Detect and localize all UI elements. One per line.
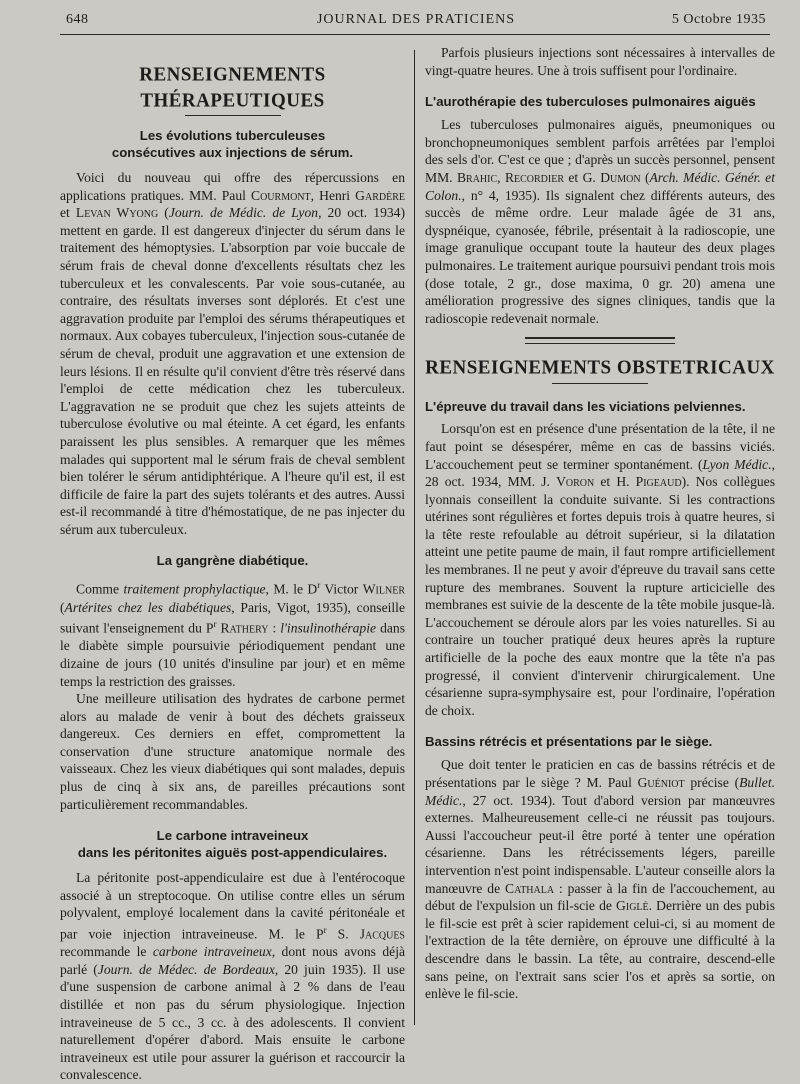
article-title-line-2: dans les péritonites aiguës post-appendiculaires.: [77, 845, 388, 861]
article-title-carbone: [60, 827, 405, 861]
running-head: [66, 12, 766, 32]
article-title-aurotherapie: L'aurothérapie des tuberculoses pulmonaires aiguës: [425, 94, 756, 110]
column-rule: [414, 50, 415, 1025]
right-column: [425, 44, 775, 1003]
left-column: [60, 44, 405, 1084]
article-title-tuberculeuses: [60, 127, 405, 161]
paragraph-bassins: Que doit tenter le praticien en cas de bassins rétrécis et de présentations par le siège ? M. Paul Guéniot précise (Bullet. Médic., 27 oct. 1934). Tout d'abord version par manœuvres externes. Malheureusement celle-ci ne réussit pas toujours. Aussi l'accoucheur peut-il être porté à tenter une opération césarienne. Dans les rétrécissements légers, pareille intervention n'est point indispensable. L'auteur conseille alors la manœuvre de Cathala : passer à la fin de l'accouchement, au début de l'expulsion un fil-scie de Giglé. Derrière un des pubis le fil-scie est prêt à scier rapidement celui-ci, si au moment de l'extraction de la tête dernière, on éprouve une difficulté à la descendre dans le bassin. La tête, au contraire, descend-elle sans peine, on l'extrait sans scier l'os et après sa sortie, on enlève le fil-scie.: [425, 757, 775, 1002]
paragraph-gangrene-2: Une meilleure utilisation des hydrates de carbone permet alors au malade de venir à bout des déchets graisseux dangereux. Ces derniers en effet, compromettent la conservation d'une structure anatomique normale des vaisseaux. Chez les vieux diabétiques qui sont malades, depuis plus de cinq à six ans, de pareilles précautions sont particulièrement recommandables.: [60, 691, 405, 812]
article-title-epreuve: L'épreuve du travail dans les viciations pelviennes.: [425, 399, 746, 415]
journal-title: JOURNAL DES PRATICIENS: [316, 12, 516, 27]
section-title-therapeutiques: RENSEIGNEMENTS THÉRAPEUTIQUES: [139, 63, 326, 112]
issue-date: 5 Octobre 1935: [671, 12, 766, 27]
paragraph-aurotherapie: Les tuberculoses pulmonaires aiguës, pneumoniques ou bronchopneumoniques semblent parfois arrêtées par l'emploi des sels d'or. C'est ce que ; d'après un succès personnel, pensent MM. Brahic, Recordier et G. Dumon (Arch. Médic. Génér. et Colon., n° 4, 1935). Ils signalent chez différents auteurs, des succès de même ordre. Leur malade âgée de 31 ans, dyspnéique, cyanosée, fébrile, présentait à la radioscopie, une image granulique occupant toute la hauteur des deux plages pulmonaires. Le traitement aurique poursuivi pendant trois mois (dose totale, 2 gr., dose maxima, 0 gr. 20) amena une amélioration progressive des signes cliniques, tandis que la radioscopie redevenait normale.: [425, 117, 775, 326]
article-title-line-1: Le carbone intraveineux: [156, 828, 309, 844]
paragraph-tuberculeuses: Voici du nouveau qui offre des répercussions en applications pratiques. MM. Paul Courmont, Henri Gardère et Levan Wyong (Journ. de Médic. de Lyon, 20 oct. 1934) mettent en garde. Il est dangereux d'injecter du sérum dans le traitement des hémoptysies. L'absorption par voie buccale de sérum frais de cheval donne d'excellents résultats chez les tuberculeux et les convalescents. Par voie sous-cutanée, au contraire, des résultats inverses sont déplorés. Et c'est une aggravation produite par l'emploi des sérums thérapeutiques et normaux. Aux cobayes tuberculeux, l'injection sous-cutanée de sérum de cheval, produit une aggravation et une extension de leurs lésions. Il en résulte qu'il convient d'être très réservé dans l'emploi de cette médication chez les tuberculeux. L'aggravation ne se produit que chez les sujets atteints de tuberculose évolutive ou mal éteinte. A cet égard, les enfants paraissent les plus sensibles. A remarquer que les mêmes malades qui supportent mal le sérum frais de cheval semblent bien tolérer le sérum antidiphtérique. A l'heure qu'il est, il est difficile de faire la part des sujets tolérants et des autres. Aussi est-il recommandé à titre d'hémostatique, de ne pas injecter du sérum aux tuberculeux.: [60, 170, 405, 537]
paragraph-carbone: La péritonite post-appendiculaire est due à l'entérocoque associé à un streptocoque. On utilise contre elles un sérum polyvalent, employé localement dans la cavité péritonéale et par voie injection intraveineuse. M. le $P^r$ S. Jacques recommande le carbone intraveineux, dont nous avons déjà parlé (Journ. de Médec. de Bordeaux, 20 juin 1935). Il use d'une suspension de carbone animal à 2 % dans de l'eau distillée et non pas du sérum physiologique. Injection intraveineuse de 5 cc., 3 cc. à des adolescents. Il convient naturellement d'opérer d'abord. Mais ensuite le carbone intraveineux est utile pour assurer la guérison et raccourcir la convalescence.: [60, 870, 406, 1083]
paragraph-epreuve: Lorsqu'on est en présence d'une présentation de la tête, il ne faut point se désespérer, même en cas de bassins viciés. L'accouchement peut se terminer spontanément. (Lyon Médic., 28 oct. 1934, MM. J. Voron et H. Pigeaud). Nos collègues lyonnais conseillent la conduite suivante. Si les contractions utérines sont régulières et fortes depuis trois à quatre heures, si la tête reste refoulable au détroit supérieur, si la dilatation atteint une petite paume de main, il faut rompre artificiellement les membranes. Il ne peut y avoir d'épreuve du travail sans cette rupture des membranes. Souvent la rupture articicielle des membranes est suivie de la descente de la tête mobile jusque-là. L'accouchement se déroule alors par les voies naturelles. Si au contraire un toucher pratiqué deux heures après la rupture artificielle de la poche des eaux montre que la tête n'a pas progressé, il convient d'intervenir chirurgicalement. Une césarienne supra-symphysaire est, pour l'ordinaire, l'opération de choix.: [425, 421, 775, 718]
section-separator-rule: [525, 337, 675, 344]
article-title-bassins: Bassins rétrécis et présentations par le siège.: [425, 734, 713, 750]
paragraph-gangrene-1: Comme traitement prophylactique, M. le $D^r$ Victor Wilner (Artérites chez les diabétiques, Paris, Vigot, 1935), conseille suivant l'enseignement du $P^r$ Rathery : l'insulinothérapie dans le diabète simple poursuivie périodiquement pendant une dizaine de jours (10 unités d'insuline par jour) et en même temps la restriction des graisses.: [60, 580, 405, 689]
article-title-line-1: Les évolutions tuberculeuses: [139, 128, 326, 143]
article-title-gangrene: La gangrène diabétique.: [156, 553, 309, 569]
article-title-line-2: consécutives aux injections de sérum.: [111, 145, 354, 160]
page-number: 648: [66, 12, 89, 27]
paragraph-continued: Parfois plusieurs injections sont nécessaires à intervalles de vingt-quatre heures. Une à trois suffisent pour l'ordinaire.: [425, 45, 775, 78]
header-rule: [60, 34, 770, 35]
section-title-obstetricaux: RENSEIGNEMENTS OBSTETRICAUX: [425, 356, 775, 380]
